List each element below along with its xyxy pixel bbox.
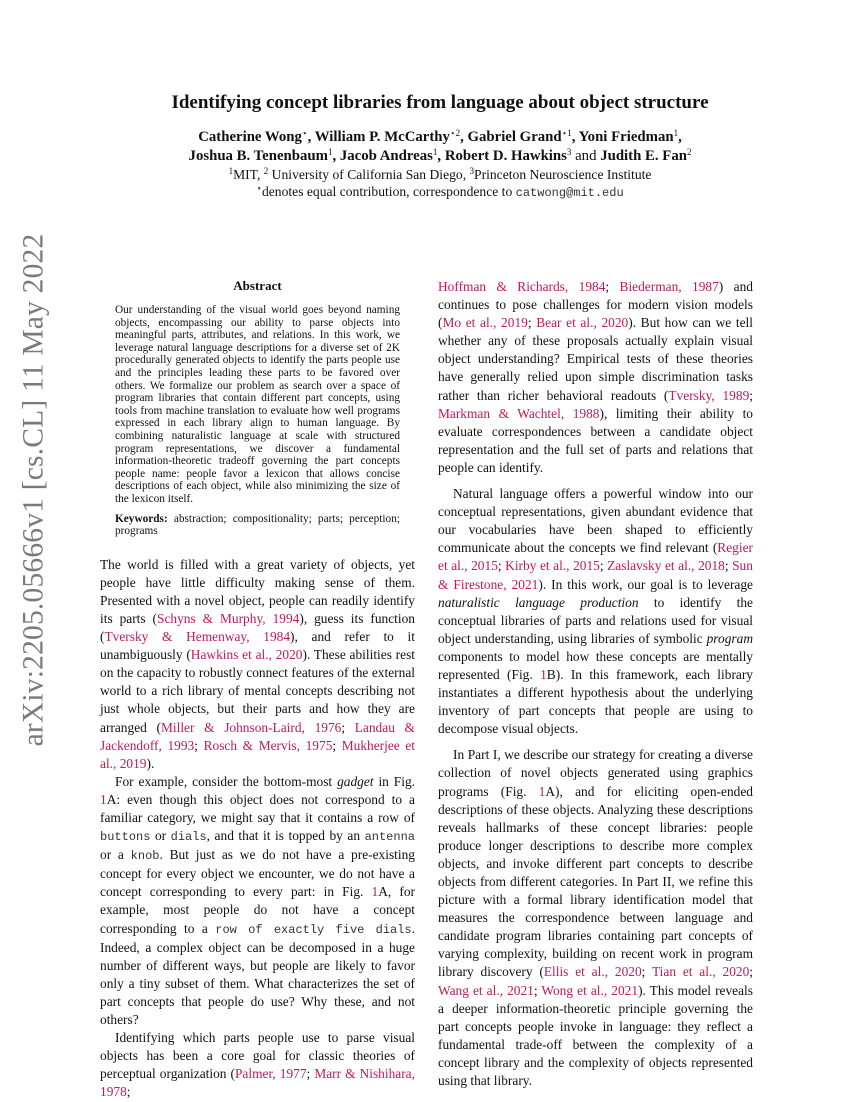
citation-link[interactable]: Schyns & Murphy, 1994 (157, 610, 300, 626)
author: Robert D. Hawkins (444, 148, 567, 164)
citation-link[interactable]: Kirby et al., 2015 (505, 558, 600, 574)
abstract (115, 278, 400, 538)
figure-link[interactable]: 1 (100, 791, 107, 807)
paragraph-continued: Hoffman & Richards, 1984; Biederman, 1987) and continues to pose challenges for modern vision models (Mo et al., 2019; Bear et al., 2020). But how can we tell whether any of these proposals actually explain visual object understanding? Empirical tests of these theories have generally relied upon simple discrimination tasks rather than richer behavioral readouts (Tversky, 1989; Markman & Wachtel, 1988), limiting their ability to evaluate correspondences between a candidate object representation and the full set of parts and relations that people can identify. (438, 279, 753, 475)
citation-link[interactable]: Mukherjee et al., 2019 (100, 737, 416, 771)
arxiv-side-label (14, 233, 54, 747)
citation-link[interactable]: Wong et al., 2021 (541, 982, 639, 998)
paper-header (70, 92, 810, 202)
figure-link[interactable]: 1 (538, 783, 546, 799)
paragraph-part-one: In Part I, we describe our strategy for creating a diverse collection of novel objects generated using graphics programs (Fig. 1A), and for eliciting open-ended descriptions of these objects. Analyzing these descriptions reveals hallmarks of these concept libraries: people produce longer descriptions to describe more complex objects, and invoke different part concepts to describe objects from different categories. In Part II, we refine this picture with a formal library identification model that measures the correspondence between language and candidate program libraries containing part concepts of varying complexity, building on recent work in program library discovery (Ellis et al., 2020; Tian et al., 2020; Wang et al., 2021; Wong et al., 2021). This model reveals a deeper information-theoretic principle governing the part concepts people invoke in language: they reflect a fundamental trade-off between the complexity of a concept library and the complexity of objects represented using that library. (438, 747, 754, 1089)
paragraph-intro: The world is filled with a great variety of objects, yet people have little difficulty making sense of them. Presented with a novel object, people can readily identify its parts (Schyns & Murphy, 1994), guess its function (Tversky & Hemenway, 1984), and refer to it unambiguously (Hawkins et al., 2020). These abilities rest on the capacity to robustly connect features of the external world to a rich library of mental concepts describing not just whole objects, but their parts and how they are arranged (Miller & Johnson-Laird, 1976; Landau & Jackendoff, 1993; Rosch & Mervis, 1975; Mukherjee et al., 2019). (100, 556, 416, 771)
author: Catherine Wong (198, 129, 302, 145)
abstract-heading: Abstract (233, 278, 282, 293)
arxiv-identifier: arXiv:2205.05666v1 [cs.CL] 11 May 2022 (17, 233, 50, 747)
citation-link[interactable]: Landau & Jackendoff, 1993 (100, 719, 415, 753)
citation-link[interactable]: Rosch & Mervis, 1975 (203, 737, 333, 753)
paper-title: Identifying concept libraries from language about object structure (171, 92, 709, 113)
citation-link[interactable]: Sun & Firestone, 2021 (438, 558, 753, 592)
figure-link[interactable]: 1 (540, 666, 547, 682)
citation-link[interactable]: Miller & Johnson-Laird, 1976 (160, 719, 342, 735)
figure-link[interactable]: 1 (371, 884, 379, 900)
citation-link[interactable]: Regier et al., 2015 (438, 540, 753, 574)
author: Yoni Friedman (578, 129, 674, 145)
author-line-1: Catherine Wong⋆, William P. McCarthy$^{⋆2}$, Gabriel Grand$^{⋆1}$, Yoni Friedman$^1$, (198, 128, 682, 145)
affiliations: $^1$MIT, $^2$ University of California San Diego, $^3$Princeton Neuroscience Institute (228, 166, 652, 182)
keywords: Keywords: abstraction; compositionality; parts; perception; programs (115, 512, 400, 538)
email-link[interactable]: catwong@mit.edu (515, 186, 624, 200)
paragraph-identifying: Identifying which parts people use to parse visual objects has been a core goal for classic theories of perceptual organization (Palmer, 1977; Marr & Nishihara, 1978; (100, 1030, 415, 1100)
citation-link[interactable]: Hawkins et al., 2020 (190, 647, 303, 663)
citation-link[interactable]: Hoffman & Richards, 1984 (438, 279, 606, 294)
author: Joshua B. Tenenbaum (188, 148, 328, 164)
citation-link[interactable]: Wang et al., 2021 (438, 982, 534, 998)
author: Judith E. Fan (600, 148, 687, 164)
author: William P. McCarthy (314, 129, 450, 145)
equal-contribution-note: ⋆denotes equal contribution, correspondence to catwong@mit.edu (256, 183, 624, 200)
citation-link[interactable]: Markman & Wachtel, 1988 (438, 405, 600, 421)
citation-link[interactable]: Tversky & Hemenway, 1984 (104, 629, 291, 645)
citation-link[interactable]: Tian et al., 2020 (651, 964, 750, 980)
citation-link[interactable]: Bear et al., 2020 (536, 315, 629, 331)
author: Jacob Andreas (339, 148, 433, 164)
right-column (438, 278, 753, 1090)
paragraph-example: For example, consider the bottom-most gadget in Fig. 1A: even though this object does not correspond to a familiar category, we might say that it contains a row of buttons or dials, and that it is topped by an antenna or a knob. But just as we do not have a pre-existing concept for every object we encounter, we do not have a concept corresponding to every part: in Fig. 1A, for example, most people do not have a concept corresponding to a row of exactly five dials. Indeed, a complex object can be decomposed in a huge number of different ways, but people are likely to favor only a tiny subset of them. What characterizes the set of part concepts that people do use? Why these, and not others? (100, 773, 416, 1028)
left-column (100, 278, 415, 1102)
citation-link[interactable]: Zaslavsky et al., 2018 (607, 558, 725, 574)
abstract-text: Our understanding of the visual world goes beyond naming objects, encompassing our ability to parse objects into meaningful parts, attributes, and relations. In this work, we leverage natural language descriptions for a diverse set of 2K procedurally generated objects to identify the parts people use and the principles leading these parts to be favored over others. We formalize our problem as search over a space of program libraries that contain different part concepts, using tools from machine translation to evaluate how well programs expressed in each library align to human language. By combining naturalistic language at scale with structured program representations, we discover a fundamental information-theoretic tradeoff governing the part concepts people name: people favor a lexicon that allows concise descriptions of each object, while also minimizing the size of the lexicon itself. (115, 304, 400, 505)
citation-link[interactable]: Palmer, 1977 (234, 1066, 307, 1082)
citation-link[interactable]: Tversky, 1989 (668, 387, 750, 403)
citation-link[interactable]: Biederman, 1987 (619, 279, 719, 294)
author: Gabriel Grand (467, 129, 562, 145)
citation-link[interactable]: Mo et al., 2019 (442, 315, 528, 331)
citation-link[interactable]: Marr & Nishihara, 1978 (100, 1066, 415, 1100)
author-line-2: Joshua B. Tenenbaum$^1$, Jacob Andreas$^1$, Robert D. Hawkins$^3$ and Judith E. Fan$^2$ (188, 147, 692, 164)
citation-link[interactable]: Ellis et al., 2020 (543, 964, 642, 980)
paragraph-natural-language: Natural language offers a powerful window into our conceptual representations, given abundant evidence that our vocabularies have been shaped to efficiently communicate about the concepts we find relevant (Regier et al., 2015; Kirby et al., 2015; Zaslavsky et al., 2018; Sun & Firestone, 2021). In this work, our goal is to leverage naturalistic language production to identify the conceptual libraries of parts and relations used for visual object understanding, using libraries of symbolic program components to model how these concepts are mentally represented (Fig. 1B). In this framework, each library instantiates a different hypothesis about the underlying inventory of part concepts that people are using to decompose visual objects. (438, 486, 753, 737)
